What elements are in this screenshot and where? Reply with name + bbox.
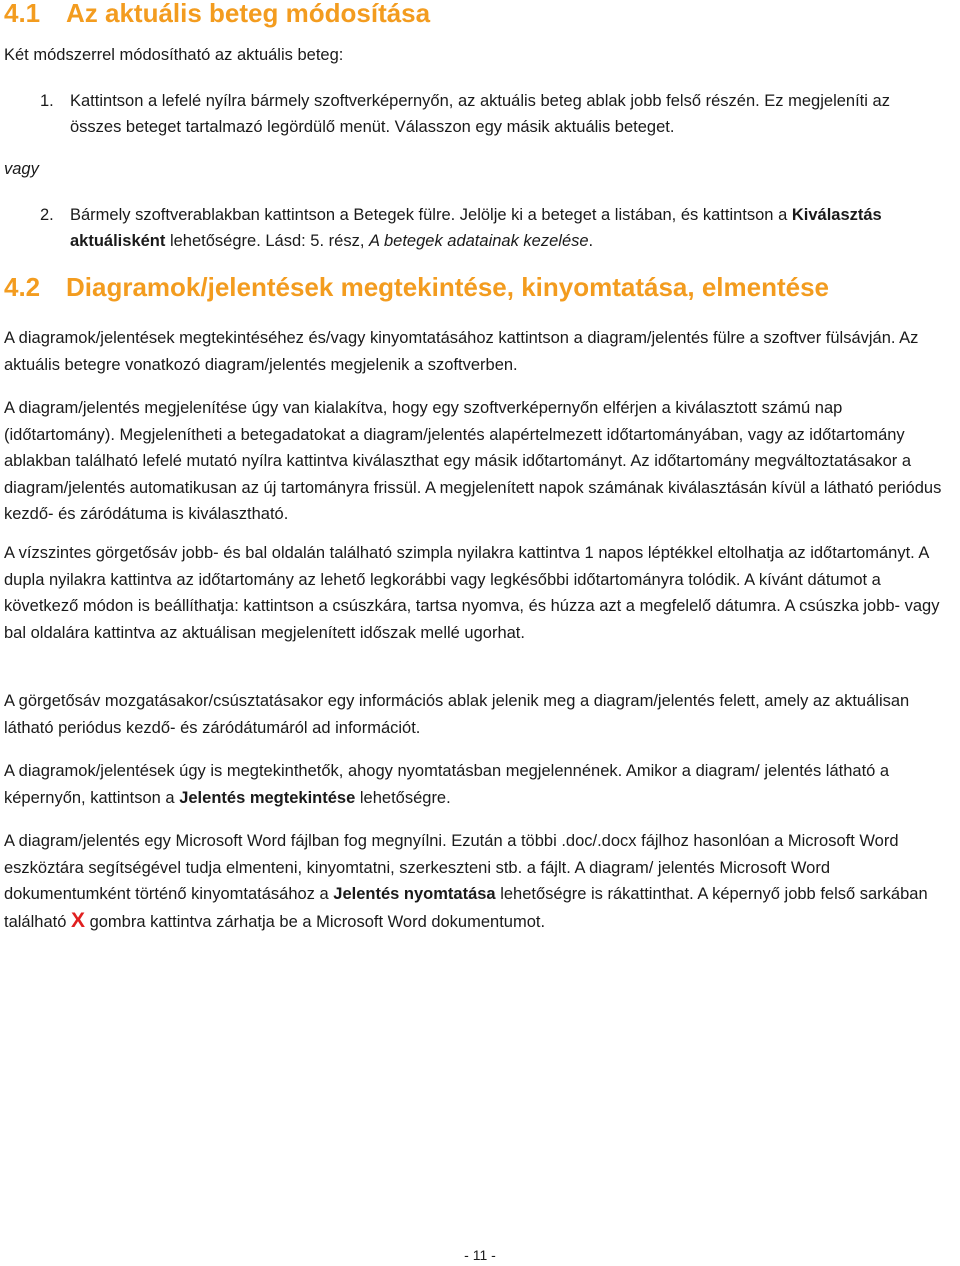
paragraph: A görgetősáv mozgatásakor/csúsztatásakor egy információs ablak jelenik meg a diagram/jelentés felett, amely az aktuálisan látható periódus kezdő- és záródátumáról ad információt. — [4, 692, 910, 737]
p6-text-b: lehetőségre is rákattinthat. A képernyő jobb felső sarkában található — [4, 885, 928, 931]
paragraph — [4, 758, 956, 811]
p5-bold: Jelentés megtekintése — [179, 788, 356, 807]
p6-text-a: A diagram/jelentés egy Microsoft Word fájlban fog megnyílni. Ezután a többi .doc/.docx fájlhoz hasonlóan a Microsoft Word eszköztára segítségével tudja elmenteni, kinyomtatni, szerkeszteni stb. a fájlt. A diagram/ jelentés Microsoft Word dokumentumként történő kinyomtatásához a — [4, 832, 899, 904]
list-marker: 1. — [40, 92, 54, 110]
section-number: 4.2 — [4, 272, 41, 302]
list-item — [40, 88, 940, 144]
list-item-text — [70, 202, 930, 254]
item2-text-c: . — [588, 232, 594, 250]
p6-bold: Jelentés nyomtatása — [333, 885, 496, 904]
page-number: - 11 - — [464, 1247, 496, 1263]
list-marker: 2. — [40, 206, 54, 224]
list-item-text: Kattintson a lefelé nyílra bármely szoftverképernyőn, az aktuális beteg ablak jobb felső részén. Ez megjeleníti az összes beteget tartalmazó legördülő menüt. Válasszon egy másik aktuális beteget. — [70, 92, 890, 136]
item2-italic: A betegek adatainak kezelése — [369, 232, 589, 250]
section-number: 4.1 — [4, 0, 41, 28]
p6-text-c: gombra kattintva zárhatja be a Microsoft Word dokumentumot. — [84, 912, 546, 931]
paragraph — [4, 828, 956, 935]
section-title: Az aktuális beteg módosítása — [66, 0, 431, 28]
item2-bold: Kiválasztás aktuálisként — [70, 206, 882, 250]
close-x-icon: X — [70, 908, 85, 932]
item2-text-b: lehetőségre. Lásd: 5. rész, — [165, 232, 369, 250]
item2-text-a: Bármely szoftverablakban kattintson a Betegek fülre. Jelölje ki a beteget a listában, és kattintson a — [70, 206, 788, 224]
paragraph: A diagramok/jelentések megtekintéséhez és/vagy kinyomtatásához kattintson a diagram/jelentés fülre a szoftver fülsávján. Az aktuális betegre vonatkozó diagram/jelentés megjelenik a szoftverben. — [4, 329, 919, 374]
p5-text-a: A diagramok/jelentések úgy is megtekinthetők, ahogy nyomtatásban megjelennének. Amikor a diagram/ jelentés látható a képernyőn, kattintson a — [4, 762, 890, 807]
section-heading-4-2 — [4, 272, 829, 303]
or-word: vagy — [4, 160, 39, 178]
section-title: Diagramok/jelentések megtekintése, kinyomtatása, elmentése — [66, 272, 830, 302]
list-item — [40, 202, 940, 258]
paragraph: A vízszintes görgetősáv jobb- és bal oldalán található szimpla nyilakra kattintva 1 napos léptékkel eltolhatja az időtartományt. A dupla nyilakra kattintva az időtartomány az lehető legkorábbi vagy legkésőbbi időtartományra tolódik. A kívánt dátumot a következő módon is beállíthatja: kattintson a csúszkára, tartsa nyomva, és húzza azt a megfelelő dátumra. A csúszka jobb- vagy bal oldalára kattintva az aktuálisan megjelenített időszak mellé ugorhat. — [4, 544, 940, 642]
p5-text-b: lehetőségre. — [355, 788, 451, 807]
intro-text: Két módszerrel módosítható az aktuális beteg: — [4, 46, 344, 64]
section-heading-4-1 — [4, 0, 430, 29]
paragraph: A diagram/jelentés megjelenítése úgy van kialakítva, hogy egy szoftverképernyőn elférjen a kiválasztott számú nap (időtartomány). Megjelenítheti a betegadatokat a diagram/jelentés alapértelmezett időtartományában, vagy az időtartomány ablakban található lefelé mutató nyílra kattintva kiválaszthat egy másik időtartományt. Az időtartomány megváltoztatásakor a diagram/jelentés automatikusan az új tartományra frissül. A megjelenített napok számának kiválasztásán kívül a látható periódus kezdő- és záródátuma is kiválasztható. — [4, 399, 942, 524]
